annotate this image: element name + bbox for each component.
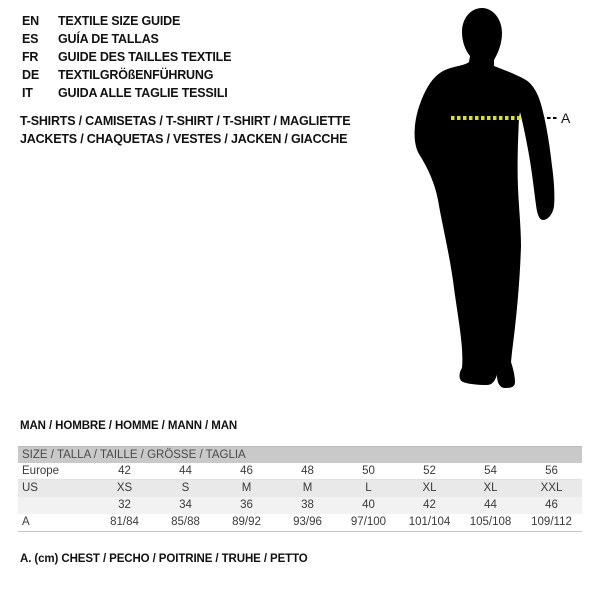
- size-cell: 54: [484, 465, 497, 477]
- size-table-header: SIZE / TALLA / TAILLE / GRÖSSE / TAGLIA: [18, 447, 582, 463]
- table-row-europe: [18, 463, 582, 480]
- size-cell: 101/104: [408, 516, 451, 528]
- size-cell: 109/112: [531, 516, 572, 528]
- size-cell: 52: [423, 465, 436, 477]
- size-cell: 81/84: [110, 516, 139, 528]
- size-cell: 38: [301, 499, 314, 511]
- size-cell: 46: [545, 499, 558, 511]
- section-title-man: MAN / HOMBRE / HOMME / MANN / MAN: [20, 420, 238, 432]
- row-label: [18, 497, 94, 514]
- size-cell: 50: [362, 465, 375, 477]
- size-cell: 44: [484, 499, 497, 511]
- category-line-tshirts: T-SHIRTS / CAMISETAS / T-SHIRT / T-SHIRT / MAGLIETTE: [20, 114, 351, 128]
- row-label: US: [22, 482, 38, 494]
- size-cell: XXL: [540, 482, 563, 494]
- size-cell: 36: [240, 499, 253, 511]
- language-title: GUIDA ALLE TAGLIE TESSILI: [58, 86, 228, 100]
- table-row-us: [18, 480, 582, 497]
- size-cell: 105/108: [469, 516, 512, 528]
- size-cell: XS: [116, 482, 133, 494]
- language-row: [22, 84, 231, 102]
- table-row-numeric: [18, 497, 582, 514]
- size-cell: 56: [545, 465, 558, 477]
- size-cell: 48: [301, 465, 314, 477]
- size-cell: L: [365, 482, 372, 494]
- size-cell: 97/100: [350, 516, 387, 528]
- size-table: [18, 446, 582, 532]
- row-label: Europe: [22, 465, 60, 477]
- language-row: [22, 30, 231, 48]
- category-line-jackets: JACKETS / CHAQUETAS / VESTES / JACKEN / GIACCHE: [20, 132, 348, 146]
- size-cell: XL: [483, 482, 498, 494]
- size-cell: XL: [422, 482, 437, 494]
- size-cell: 42: [118, 465, 131, 477]
- measurement-footnote: A. (cm) CHEST / PECHO / POITRINE / TRUHE / PETTO: [20, 553, 308, 565]
- language-row: [22, 48, 231, 66]
- size-cell: M: [241, 482, 252, 494]
- language-code: DE: [22, 68, 39, 82]
- language-code: ES: [22, 32, 39, 46]
- language-title: GUIDE DES TAILLES TEXTILE: [58, 50, 232, 64]
- language-row: [22, 12, 231, 30]
- language-code: FR: [22, 50, 39, 64]
- size-cell: 32: [118, 499, 131, 511]
- language-title: TEXTILE SIZE GUIDE: [58, 14, 181, 28]
- size-cell: 85/88: [171, 516, 200, 528]
- man-silhouette: [415, 8, 555, 388]
- size-cell: 89/92: [232, 516, 261, 528]
- table-row-chest: [18, 514, 582, 531]
- row-label: A: [22, 516, 30, 528]
- language-list: [22, 12, 231, 102]
- size-cell: 34: [179, 499, 192, 511]
- man-silhouette-figure: [390, 0, 590, 400]
- size-cell: 93/96: [293, 516, 322, 528]
- language-row: [22, 66, 231, 84]
- language-title: GUÍA DE TALLAS: [58, 32, 159, 46]
- language-code: EN: [22, 14, 39, 28]
- size-cell: 44: [179, 465, 192, 477]
- size-cell: 46: [240, 465, 253, 477]
- size-cell: 42: [423, 499, 436, 511]
- chest-marker-label: A: [561, 110, 571, 126]
- size-cell: M: [302, 482, 313, 494]
- garment-categories: [20, 112, 350, 148]
- language-code: IT: [22, 86, 33, 100]
- language-title: TEXTILGRÖßENFÜHRUNG: [58, 68, 214, 82]
- size-cell: 40: [362, 499, 375, 511]
- size-cell: S: [181, 482, 190, 494]
